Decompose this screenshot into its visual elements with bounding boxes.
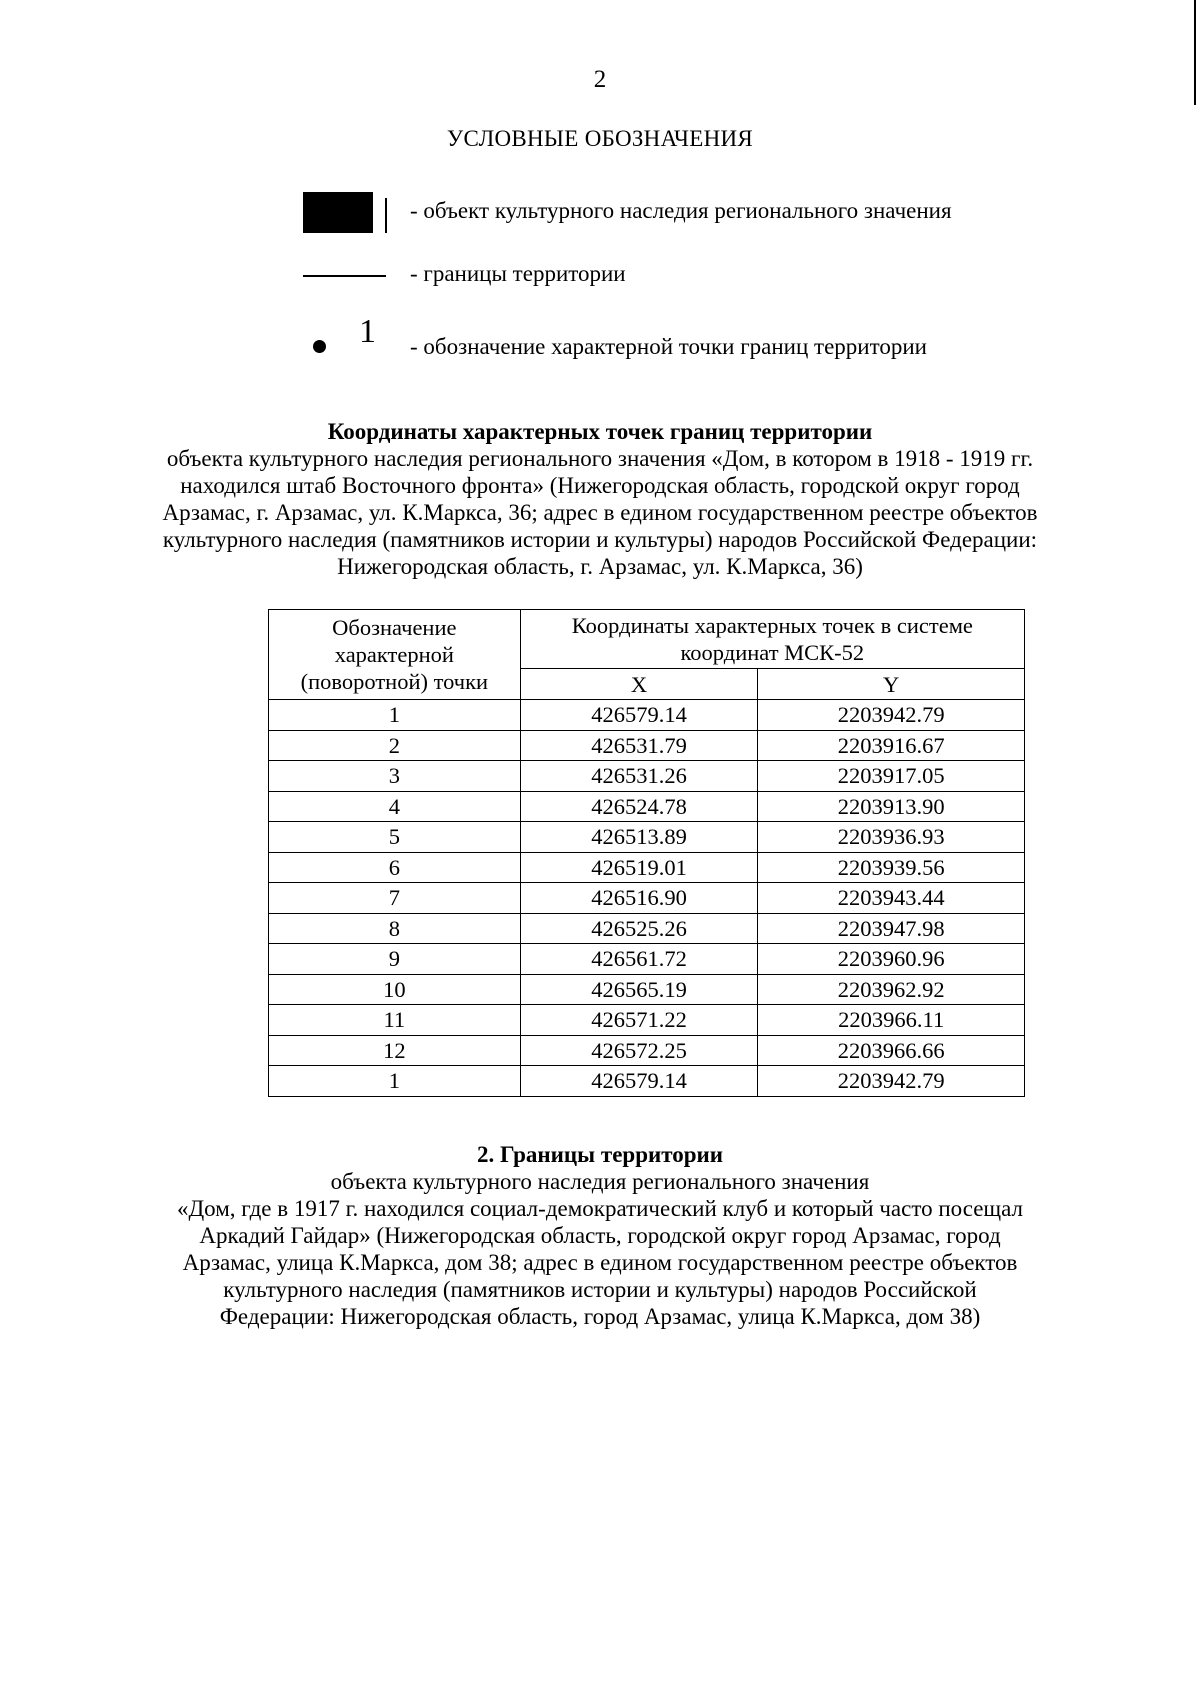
y-cell: 2203916.67 [758,730,1025,761]
table-row [269,761,1025,792]
point-cell: 10 [269,974,521,1005]
table-row [269,944,1025,975]
table-row [269,883,1025,914]
section2-line: «Дом, где в 1917 г. находился социал-демократический клуб и который часто посещал [176,1196,1024,1221]
y-cell: 2203943.44 [758,883,1025,914]
legend-boundary-text: - границы территории [410,261,626,286]
table-row [269,1035,1025,1066]
y-cell: 2203966.11 [758,1005,1025,1036]
x-cell: 426579.14 [520,700,758,731]
y-cell: 2203936.93 [758,822,1025,853]
point-cell: 3 [269,761,521,792]
section2-line: Федерации: Нижегородская область, город Арзамас, улица К.Маркса, дом 38) [219,1304,981,1329]
x-cell: 426524.78 [520,791,758,822]
x-cell: 426531.26 [520,761,758,792]
point-cell: 9 [269,944,521,975]
table-row [269,822,1025,853]
x-cell: 426513.89 [520,822,758,853]
point-header-line: (поворотной) точки [300,669,489,694]
x-cell: 426525.26 [520,913,758,944]
y-cell: 2203966.66 [758,1035,1025,1066]
y-column-header: Y [758,669,1025,700]
section1-line: Арзамас, г. Арзамас, ул. К.Маркса, 36; адрес в едином государственном реестре объектов [162,500,1038,525]
point-header-line: характерной [334,642,454,667]
section2-line: Арзамас, улица К.Маркса, дом 38; адрес в едином государственном реестре объектов [182,1250,1018,1275]
point-cell: 7 [269,883,521,914]
table-row [269,791,1025,822]
y-cell: 2203960.96 [758,944,1025,975]
point-cell: 5 [269,822,521,853]
table-row [269,852,1025,883]
x-cell: 426561.72 [520,944,758,975]
section1-title: Координаты характерных точек границ территории [327,419,873,444]
table-row [269,974,1025,1005]
table-row [269,730,1025,761]
point-dot-icon [313,340,326,353]
x-cell: 426579.14 [520,1066,758,1097]
y-cell: 2203947.98 [758,913,1025,944]
y-cell: 2203913.90 [758,791,1025,822]
point-cell: 2 [269,730,521,761]
legend-title: УСЛОВНЫЕ ОБОЗНАЧЕНИЯ [446,126,754,151]
x-cell: 426531.79 [520,730,758,761]
table-row [269,700,1025,731]
x-cell: 426565.19 [520,974,758,1005]
coords-column-header [520,610,1024,669]
section2-heading [0,1141,1200,1330]
x-cell: 426519.01 [520,852,758,883]
object-symbol-tick [385,198,387,233]
coords-header-line: координат МСК-52 [680,640,865,665]
section1-line: культурного наследия (памятников истории и культуры) народов Российской Федерации: [162,527,1038,552]
point-cell: 11 [269,1005,521,1036]
section1-line: Нижегородская область, г. Арзамас, ул. К.Маркса, 36) [337,554,863,579]
y-cell: 2203942.79 [758,700,1025,731]
point-header-line: Обозначение [332,615,457,640]
point-cell: 1 [269,700,521,731]
x-cell: 426516.90 [520,883,758,914]
y-cell: 2203942.79 [758,1066,1025,1097]
page-number: 2 [593,66,607,93]
section1-line: находился штаб Восточного фронта» (Нижегородская область, городской округ город [180,473,1020,498]
y-cell: 2203917.05 [758,761,1025,792]
x-cell: 426572.25 [520,1035,758,1066]
point-cell: 6 [269,852,521,883]
point-number-sample: 1 [359,313,376,350]
y-cell: 2203962.92 [758,974,1025,1005]
table-row [269,1005,1025,1036]
section2-title: 2. Границы территории [476,1142,724,1167]
object-symbol-icon [303,192,373,233]
y-cell: 2203939.56 [758,852,1025,883]
coords-header-line: Координаты характерных точек в системе [571,613,973,638]
point-cell: 12 [269,1035,521,1066]
section2-line: Аркадий Гайдар» (Нижегородская область, городской округ город Арзамас, город [199,1223,1001,1248]
point-column-header [269,610,521,700]
section1-line: объекта культурного наследия регионального значения «Дом, в котором в 1918 - 1919 гг. [166,446,1034,471]
table-row [269,913,1025,944]
section2-line: культурного наследия (памятников истории и культуры) народов Российской [223,1277,977,1302]
point-cell: 8 [269,913,521,944]
section1-heading [0,418,1200,580]
section2-line: объекта культурного наследия регионального значения [330,1169,870,1194]
point-cell: 4 [269,791,521,822]
x-column-header: X [520,669,758,700]
legend-object-text: - объект культурного наследия регионального значения [410,198,952,223]
point-cell: 1 [269,1066,521,1097]
boundary-line-icon [303,275,386,277]
coordinates-table [268,609,1025,1097]
legend-point-text: - обозначение характерной точки границ территории [410,334,927,359]
x-cell: 426571.22 [520,1005,758,1036]
table-row [269,1066,1025,1097]
